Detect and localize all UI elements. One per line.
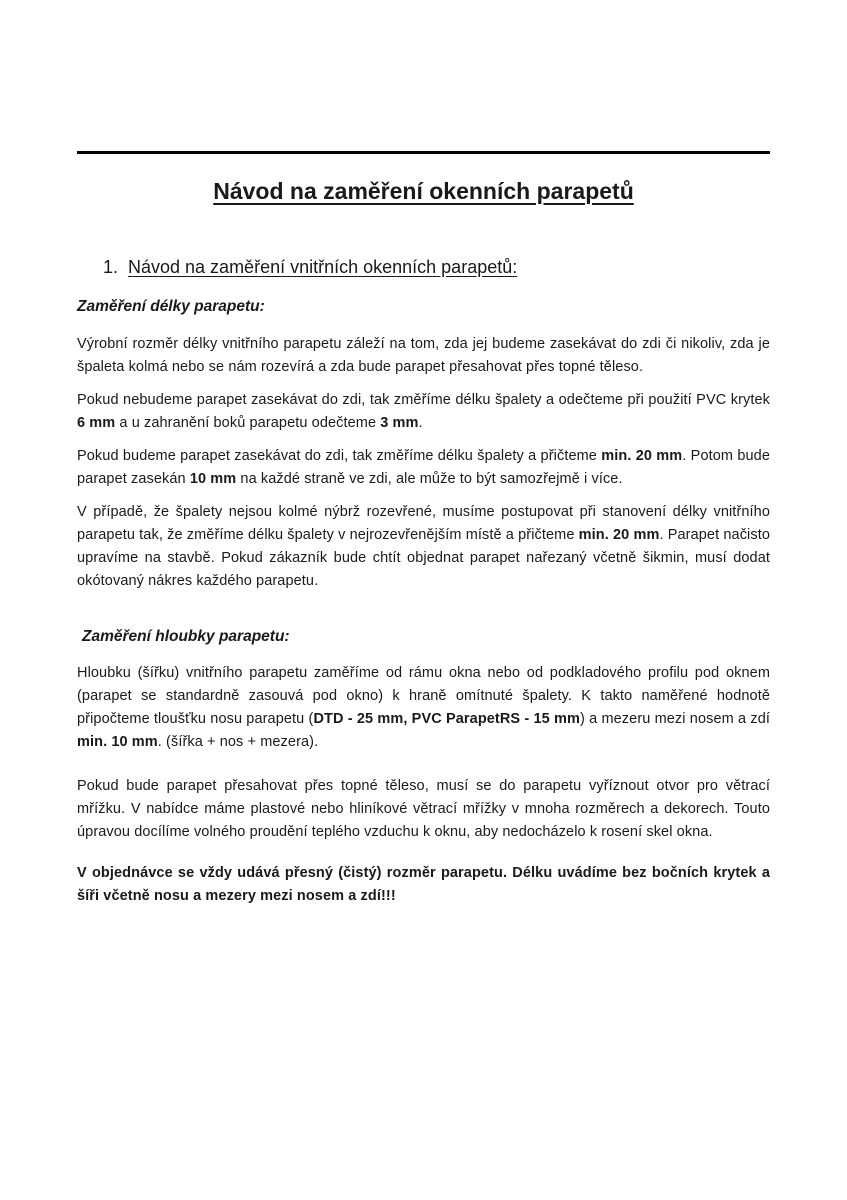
subheading-length: Zaměření délky parapetu: xyxy=(77,298,265,315)
section-heading-label: Návod na zaměření vnitřních okenních parapetů: xyxy=(128,257,518,277)
page-title: Návod na zaměření okenních parapetů xyxy=(213,178,634,204)
paragraph-splayed-reveals: V případě, že špalety nejsou kolmé nýbrž rozevřené, musíme postupovat při stanovení délky vnitřního parapetu tak, že změříme délku špalety v nejrozevřenějším místě a přičteme min. 20 mm. Parapet načisto upravíme na stavbě. Pokud zákazník bude chtít objednat parapet nařezaný včetně šikmin, musí dodat okótovaný nákres každého parapetu. xyxy=(77,504,771,589)
paragraph-wall-cut: Pokud budeme parapet zasekávat do zdi, tak změříme délku špalety a přičteme min. 20 mm. Potom bude parapet zasekán 10 mm na každé straně ve zdi, ale může to být samozřejmě i více. xyxy=(77,448,770,487)
top-horizontal-rule xyxy=(77,151,770,154)
paragraph-length-intro: Výrobní rozměr délky vnitřního parapetu záleží na tom, zda jej budeme zasekávat do zdi či nikoliv, zda je špaleta kolmá nebo se nám rozevírá a zda bude parapet přesahovat přes topné těleso. xyxy=(77,336,770,375)
paragraph-depth-measurement: Hloubku (šířku) vnitřního parapetu zaměříme od rámu okna nebo od podkladového profilu pod oknem (parapet se standardně zasouvá pod okno) k hraně omítnuté špalety. K takto naměřené hodnotě připočteme tloušťku nosu parapetu (DTD - 25 mm, PVC ParapetRS - 15 mm) a mezeru mezi nosem a zdí min. 10 mm. (šířka + nos + mezera). xyxy=(77,665,770,750)
paragraph-no-wall-cut: Pokud nebudeme parapet zasekávat do zdi, tak změříme délku špalety a odečteme při použití PVC krytek 6 mm a u zahranění boků parapetu odečteme 3 mm. xyxy=(77,392,770,431)
paragraph-heating-grille: Pokud bude parapet přesahovat přes topné těleso, musí se do parapetu vyříznout otvor pro větrací mřížku. V nabídce máme plastové nebo hliníkové větrací mřížky v mnoha rozměrech a dekorech. Touto úpravou docílíme volného proudění teplého vzduchu k oknu, aby nedocházelo k rosení skel okna. xyxy=(77,778,770,840)
numbered-section-heading xyxy=(77,255,770,280)
document-page xyxy=(77,0,770,908)
section-number: 1. xyxy=(103,257,119,277)
subheading-depth: Zaměření hloubky parapetu: xyxy=(82,628,290,645)
paragraph-order-warning: V objednávce se vždy udává přesný (čistý) rozměr parapetu. Délku uvádíme bez bočních krytek a šíři včetně nosu a mezery mezi nosem a zdí!!! xyxy=(77,865,770,904)
